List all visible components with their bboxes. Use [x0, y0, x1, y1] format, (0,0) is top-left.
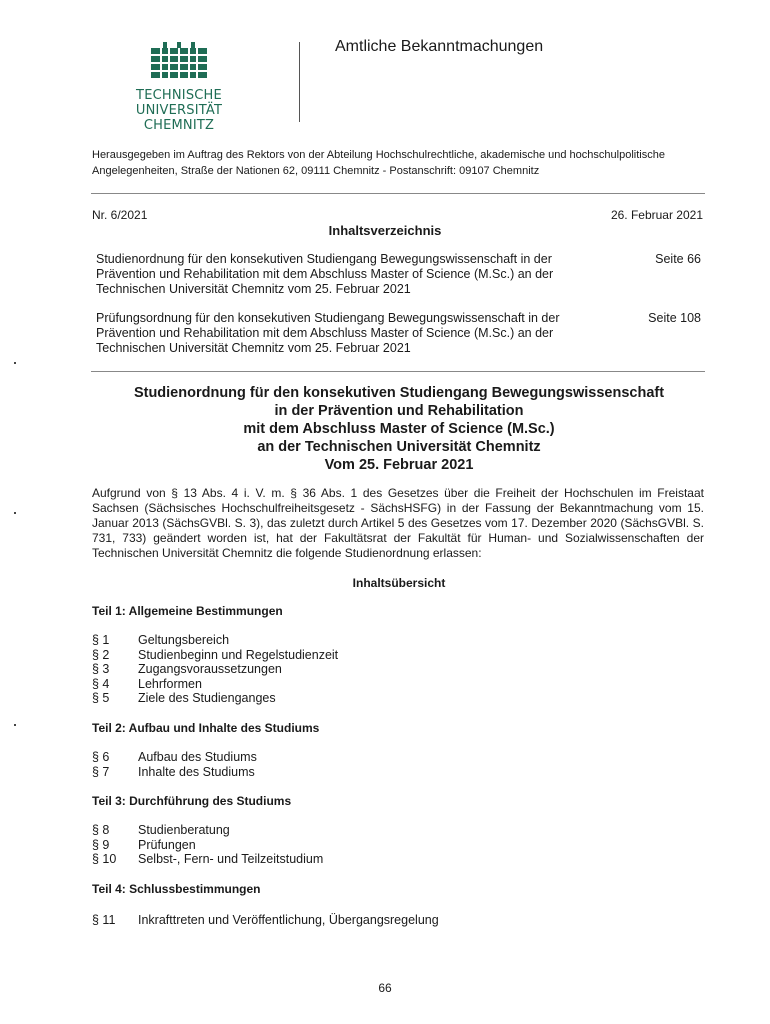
section-label: Selbst-, Fern- und Teilzeitstudium: [138, 852, 324, 867]
issue-date: 26. Februar 2021: [610, 208, 703, 222]
contents-entry-page: Seite 108: [648, 311, 701, 325]
preamble-paragraph: Aufgrund von § 13 Abs. 4 i. V. m. § 36 Abs. 1 des Gesetzes über die Freiheit der Hochschulen im Freistaat Sachsen (Sächsisches Hochschulfreiheitsgesetz - SächsHSFG) in der Fassung der Bekanntmachung vom 15. Januar 2013 (SächsGVBl. S. 3), das zuletzt durch Artikel 5 des Gesetzes vom 17. Dezember 2020 (SächsGVBl. S. 731, 733) geändert worden ist, hat der Fakultätsrat der Fakultät für Human- und Sozialwissenschaften der Technischen Universität Chemnitz die folgende Studienordnung erlassen:: [92, 486, 704, 560]
contents-entry: Studienordnung für den konsekutiven Studiengang Bewegungswissenschaft in der Prävention und Rehabilitation mit dem Abschluss Master of Science (M.Sc.) an der Technischen Universität Chemnitz vom 25. Februar 2021: [96, 252, 554, 296]
section-label: Prüfungen: [138, 837, 196, 852]
toc-item: [92, 823, 323, 838]
logo-text-line1: TECHNISCHE UNIVERSITÄT: [135, 88, 223, 118]
publisher-notice: Herausgegeben im Auftrag des Rektors von der Abteilung Hochschulrechtliche, akademische und hochschulpolitische Angelegenheiten, Straße der Nationen 62, 09111 Chemnitz - Postanschrift: 09107 Chemnitz: [92, 149, 665, 177]
section-number: § 8: [92, 823, 110, 837]
part-items: [92, 823, 323, 867]
divider-middle: [91, 371, 705, 372]
toc-item: [92, 691, 338, 706]
section-number: § 2: [92, 647, 110, 662]
document-title-line: Vom 25. Februar 2021: [324, 457, 474, 473]
document-title-line: in der Prävention und Rehabilitation: [274, 403, 524, 419]
section-number: § 3: [92, 662, 110, 677]
part-heading: Teil 3: Durchführung des Studiums: [92, 794, 292, 808]
section-number: § 1: [92, 633, 110, 647]
publication-title: Amtliche Bekanntmachungen: [335, 38, 544, 55]
section-number: § 4: [92, 676, 110, 691]
document-title: [92, 384, 706, 474]
margin-mark: [14, 512, 16, 514]
toc-item: [92, 765, 257, 780]
toc-item: [92, 677, 338, 692]
university-logo: [93, 40, 265, 133]
contents-heading: Inhaltsverzeichnis: [328, 223, 442, 238]
section-number: § 7: [92, 764, 110, 779]
issue-number: Nr. 6/2021: [92, 208, 148, 222]
university-emblem-icon: [149, 40, 209, 80]
part-heading: Teil 2: Aufbau und Inhalte des Studiums: [92, 721, 320, 735]
section-label: Zugangsvoraussetzungen: [138, 662, 282, 677]
part-heading: Teil 1: Allgemeine Bestimmungen: [92, 604, 283, 618]
toc-item: [92, 852, 323, 867]
section-number: § 11: [92, 913, 116, 927]
toc-item: [92, 750, 257, 765]
document-title-line: an der Technischen Universität Chemnitz: [257, 439, 541, 455]
header-divider: [299, 42, 300, 122]
section-number: § 9: [92, 837, 110, 852]
margin-mark: [14, 362, 16, 364]
section-label: Inhalte des Studiums: [138, 764, 255, 779]
part-heading: Teil 4: Schlussbestimmungen: [92, 882, 261, 896]
toc-item: [92, 633, 338, 648]
contents-entry-page: Seite 66: [655, 252, 701, 266]
section-label: Lehrformen: [138, 676, 202, 691]
document-title-line: Studienordnung für den konsekutiven Studiengang Bewegungswissenschaft: [133, 385, 665, 401]
section-number: § 5: [92, 691, 110, 706]
section-label: Aufbau des Studiums: [138, 750, 257, 764]
section-number: § 10: [92, 852, 117, 867]
contents-entry: Prüfungsordnung für den konsekutiven Studiengang Bewegungswissenschaft in der Prävention und Rehabilitation mit dem Abschluss Master of Science (M.Sc.) an der Technischen Universität Chemnitz vom 25. Februar 2021: [96, 311, 560, 355]
overview-heading: Inhaltsübersicht: [352, 576, 446, 590]
section-label: Studienbeginn und Regelstudienzeit: [138, 647, 339, 662]
logo-text-line2: CHEMNITZ: [143, 118, 215, 133]
section-number: § 6: [92, 750, 110, 764]
section-label: Geltungsbereich: [138, 633, 230, 647]
section-label: Studienberatung: [138, 823, 230, 837]
page-number: 66: [378, 981, 392, 995]
section-label: Ziele des Studienganges: [138, 691, 276, 706]
toc-item: [92, 662, 338, 677]
divider-top: [91, 193, 705, 194]
document-title-line: mit dem Abschluss Master of Science (M.Sc.): [243, 421, 555, 437]
toc-item: [92, 913, 439, 928]
part-items: [92, 633, 338, 706]
part-items: [92, 913, 439, 928]
toc-item: [92, 648, 338, 663]
section-label: Inkrafttreten und Veröffentlichung, Übergangsregelung: [138, 913, 439, 927]
part-items: [92, 750, 257, 779]
margin-mark: [14, 724, 16, 726]
toc-item: [92, 838, 323, 853]
